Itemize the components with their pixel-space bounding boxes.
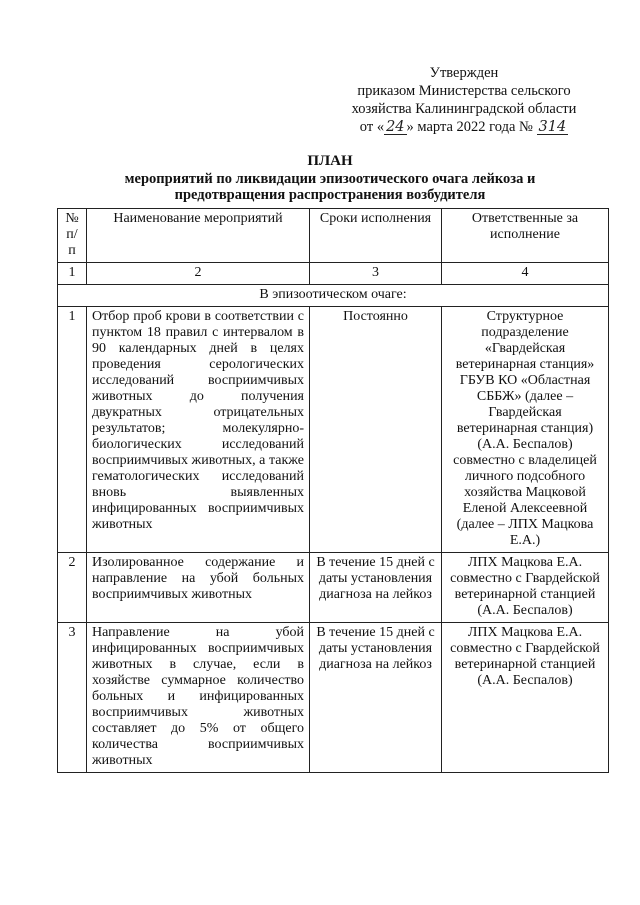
row-term: В течение 15 дней с даты установления диагноза на лейкоз	[310, 553, 442, 623]
column-number: 4	[442, 263, 609, 285]
column-numbers-row	[58, 263, 609, 285]
column-number: 3	[310, 263, 442, 285]
title-sub-2: предотвращения распространения возбудителя	[174, 187, 486, 203]
row-responsible: ЛПХ Мацкова Е.А. совместно с Гвардейской ветеринарной станцией (А.А. Беспалов)	[442, 623, 609, 773]
row-term: В течение 15 дней с даты установления диагноза на лейкоз	[310, 623, 442, 773]
document-title	[60, 153, 600, 203]
title-sub-1: мероприятий по ликвидации эпизоотического очага лейкоза и	[124, 171, 536, 187]
row-action: Направление на убой инфицированных восприимчивых животных в случае, если в хозяйстве суммарное количество больных и инфицированных восприимчивых животных составляет до 5% от общего количества восприимчивых животных	[87, 623, 310, 773]
approval-block	[330, 64, 598, 136]
handwritten-day: 24	[386, 119, 405, 135]
table-row	[58, 553, 609, 623]
header-action: Наименование мероприятий	[87, 209, 310, 263]
column-number: 2	[87, 263, 310, 285]
row-num: 2	[58, 553, 87, 623]
approval-line-3: хозяйства Калининградской области	[351, 101, 577, 117]
date-middle: » марта 2022 года №	[406, 119, 533, 135]
table-header-row	[58, 209, 609, 263]
header-responsible: Ответственные за исполнение	[442, 209, 609, 263]
row-responsible: Структурное подразделение «Гвардейская ветеринарная станция» ГБУВ КО «Областная СББЖ» (далее – Гвардейская ветеринарная станция) (А.А. Беспалов) совместно с владелицей личного подсобного хозяйства Мацковой Еленой Алексеевной (далее – ЛПХ Мацкова Е.А.)	[442, 307, 609, 553]
row-term: Постоянно	[310, 307, 442, 553]
approval-line-1: Утвержден	[429, 65, 499, 81]
approval-line-2: приказом Министерства сельского	[357, 83, 571, 99]
row-num: 3	[58, 623, 87, 773]
section-row	[58, 285, 609, 307]
date-prefix: от «	[359, 119, 385, 135]
table-row	[58, 307, 609, 553]
table-row	[58, 623, 609, 773]
section-title: В эпизоотическом очаге:	[58, 285, 609, 307]
header-num: № п/п	[58, 209, 87, 263]
row-num: 1	[58, 307, 87, 553]
row-action: Отбор проб крови в соответствии с пунктом 18 правил с интервалом в 90 календарных дней в целях проведения серологических исследований восприимчивых животных до получения двукратных отрицательных результатов; молекулярно-биологических исследований восприимчивых животных, а также гематологических исследований вновь выявленных инфицированных восприимчивых животных	[87, 307, 310, 553]
header-term: Сроки исполнения	[310, 209, 442, 263]
handwritten-number: 314	[538, 119, 567, 135]
column-number: 1	[58, 263, 87, 285]
approval-date-line	[330, 118, 598, 136]
plan-table	[57, 208, 609, 773]
row-responsible: ЛПХ Мацкова Е.А. совместно с Гвардейской ветеринарной станцией (А.А. Беспалов)	[442, 553, 609, 623]
title-main: ПЛАН	[307, 153, 353, 169]
row-action: Изолированное содержание и направление на убой больных восприимчивых животных	[87, 553, 310, 623]
